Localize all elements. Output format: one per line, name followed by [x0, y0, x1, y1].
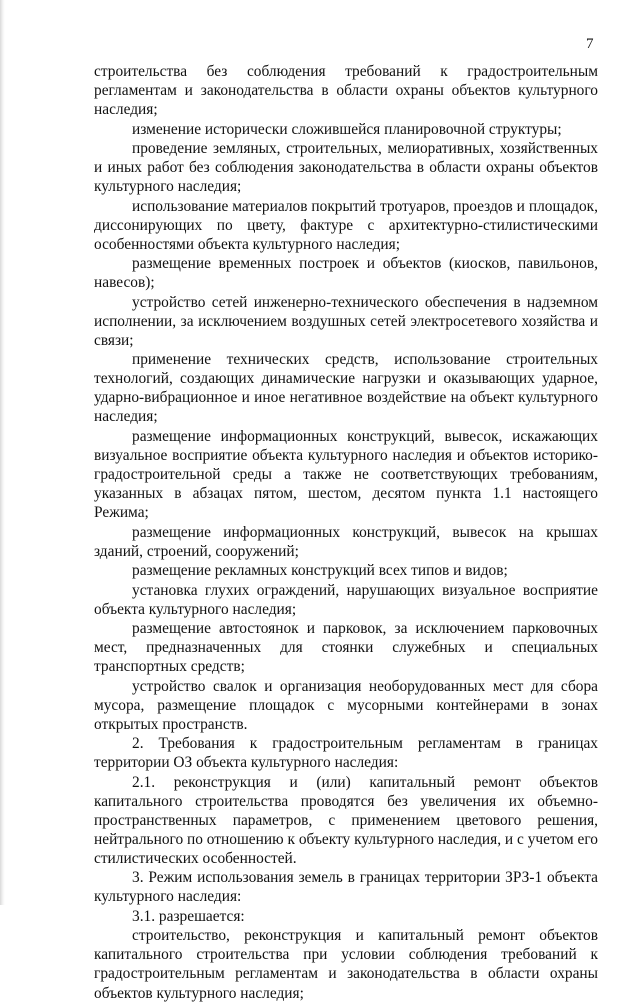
paragraph-5: размещение временных построек и объектов (киосков, павильонов, навесов);: [94, 255, 598, 292]
paragraph-10: размещение рекламных конструкций всех типов и видов;: [132, 562, 508, 580]
paragraph-13: устройство свалок и организация необорудованных мест для сбора мусора, размещение площадок с мусорными контейнерами в зонах открытых пространств.: [94, 677, 598, 733]
paragraph-11: установка глухих ограждений, нарушающих визуальное восприятие объекта культурного наследия;: [94, 581, 598, 618]
paragraph-12: размещение автостоянок и парковок, за исключением парковочных мест, предназначенных для стоянки служебных и специальных транспортных средств;: [94, 619, 598, 676]
paragraph-2: изменение исторически сложившейся планировочной структуры;: [132, 120, 562, 138]
paragraph-4: использование материалов покрытий тротуаров, проездов и площадок, диссонирующих по цвету, фактуре с архитектурно-стилистическими особенностями объекта культурного наследия;: [94, 197, 598, 253]
scan-edge-shadow: [0, 0, 5, 905]
paragraph-17: 3.1. разрешается:: [132, 907, 245, 925]
paragraph-1: строительства без соблюдения требований к градостроительным регламентам и законодательства в области охраны объектов культурного наследия;: [94, 63, 598, 119]
document-body: [94, 62, 598, 1003]
paragraph-7: применение технических средств, использование строительных технологий, создающих динамические нагрузки и оказывающих ударное, ударно-вибрационное и иное негативное воздействие на объект культурного наследия;: [94, 351, 598, 426]
page-number: 7: [586, 36, 594, 52]
paragraph-15: 2.1. реконструкция и (или) капитальный ремонт объектов капитального строительства проводятся без увеличения их объемно-пространственных параметров, с применением цветового решения, нейтрального по отношению к объекту культурного наследия, и с учетом его стилистических особенностей.: [94, 773, 598, 867]
paragraph-6: устройство сетей инженерно-технического обеспечения в надземном исполнении, за исключением воздушных сетей электросетевого хозяйства и связи;: [94, 293, 598, 349]
paragraph-9: размещение информационных конструкций, вывесок на крышах зданий, строений, сооружений;: [94, 523, 598, 560]
paragraph-3: проведение земляных, строительных, мелиоративных, хозяйственных и иных работ без соблюдения законодательства в области охраны объектов культурного наследия;: [94, 139, 598, 196]
paragraph-16: 3. Режим использования земель в границах территории ЗРЗ-1 объекта культурного наследия:: [94, 869, 598, 906]
paragraph-14: 2. Требования к градостроительным регламентам в границах территории ОЗ объекта культурного наследия:: [94, 735, 598, 772]
paragraph-8: размещение информационных конструкций, вывесок, искажающих визуальное восприятие объекта культурного наследия и объектов историко-градостроительной среды а также не соответствующих требованиям, указанных в абзацах пятом, шестом, десятом пункта 1.1 настоящего Режима;: [94, 427, 598, 522]
paragraph-18: строительство, реконструкция и капитальный ремонт объектов капитального строительства при условии соблюдения требований к градостроительным регламентам и законодательства в области охраны объектов культурного наследия;: [94, 927, 598, 1002]
